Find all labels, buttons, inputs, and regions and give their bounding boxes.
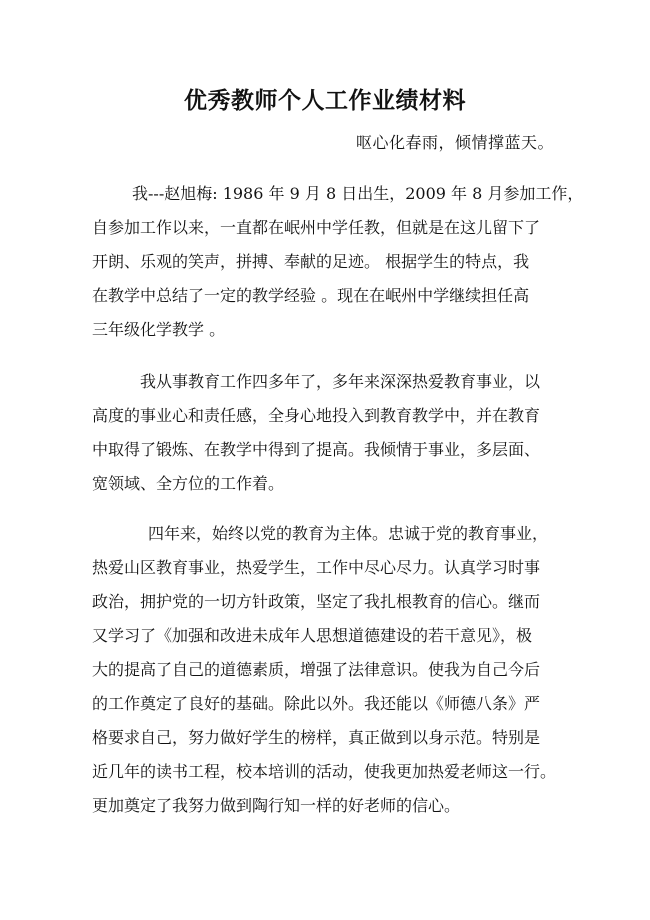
paragraph-line: 开朗、乐观的笑声，拼搏、奉献的足迹。 根据学生的特点，我 (92, 252, 530, 271)
paragraph-line: 热爱山区教育事业，热爱学生，工作中尽心尽力。认真学习时事 (92, 558, 541, 577)
paragraph-line: 的工作奠定了良好的基础。除此以外。我还能以《师德八条》严 (92, 694, 541, 713)
paragraph-line: 在教学中总结了一定的教学经验 。现在在岷州中学继续担任高 (92, 286, 530, 305)
paragraph-line: 更加奠定了我努力做到陶行知一样的好老师的信心。 (92, 796, 461, 815)
paragraph-line: 三年级化学教学 。 (92, 320, 226, 339)
paragraph-line: 高度的事业心和责任感，全身心地投入到教育教学中，并在教育 (92, 406, 541, 425)
paragraph-line: 格要求自己，努力做好学生的榜样，真正做到以身示范。特别是 (92, 728, 541, 747)
paragraph-line: 近几年的读书工程，校本培训的活动，使我更加热爱老师这一行。 (92, 762, 557, 781)
paragraph-line: 中取得了锻炼、在教学中得到了提高。我倾情于事业，多层面、 (92, 440, 541, 459)
paragraph-line: 我---赵旭梅: 1986 年 9 月 8 日出生，2009 年 8 月参加工作， (132, 184, 584, 203)
paragraph-line: 大的提高了自己的道德素质，增强了法律意识。使我为自己今后 (92, 660, 541, 679)
paragraph-line: 政治，拥护党的一切方针政策，坚定了我扎根教育的信心。继而 (92, 592, 541, 611)
paragraph-line: 四年来，始终以党的教育为主体。忠诚于党的教育事业， (148, 524, 549, 543)
paragraph-line: 自参加工作以来，一直都在岷州中学任教，但就是在这儿留下了 (92, 218, 541, 237)
document-title: 优秀教师个人工作业绩材料 (184, 88, 466, 114)
paragraph-line: 又学习了《加强和改进未成年人思想道德建设的若干意见》，极 (92, 626, 533, 645)
paragraph-line: 宽领域、全方位的工作着。 (92, 474, 285, 493)
paragraph-line: 我从事教育工作四多年了，多年来深深热爱教育事业，以 (140, 372, 541, 391)
motto: 呕心化春雨，倾情撑蓝天。 (356, 133, 555, 152)
